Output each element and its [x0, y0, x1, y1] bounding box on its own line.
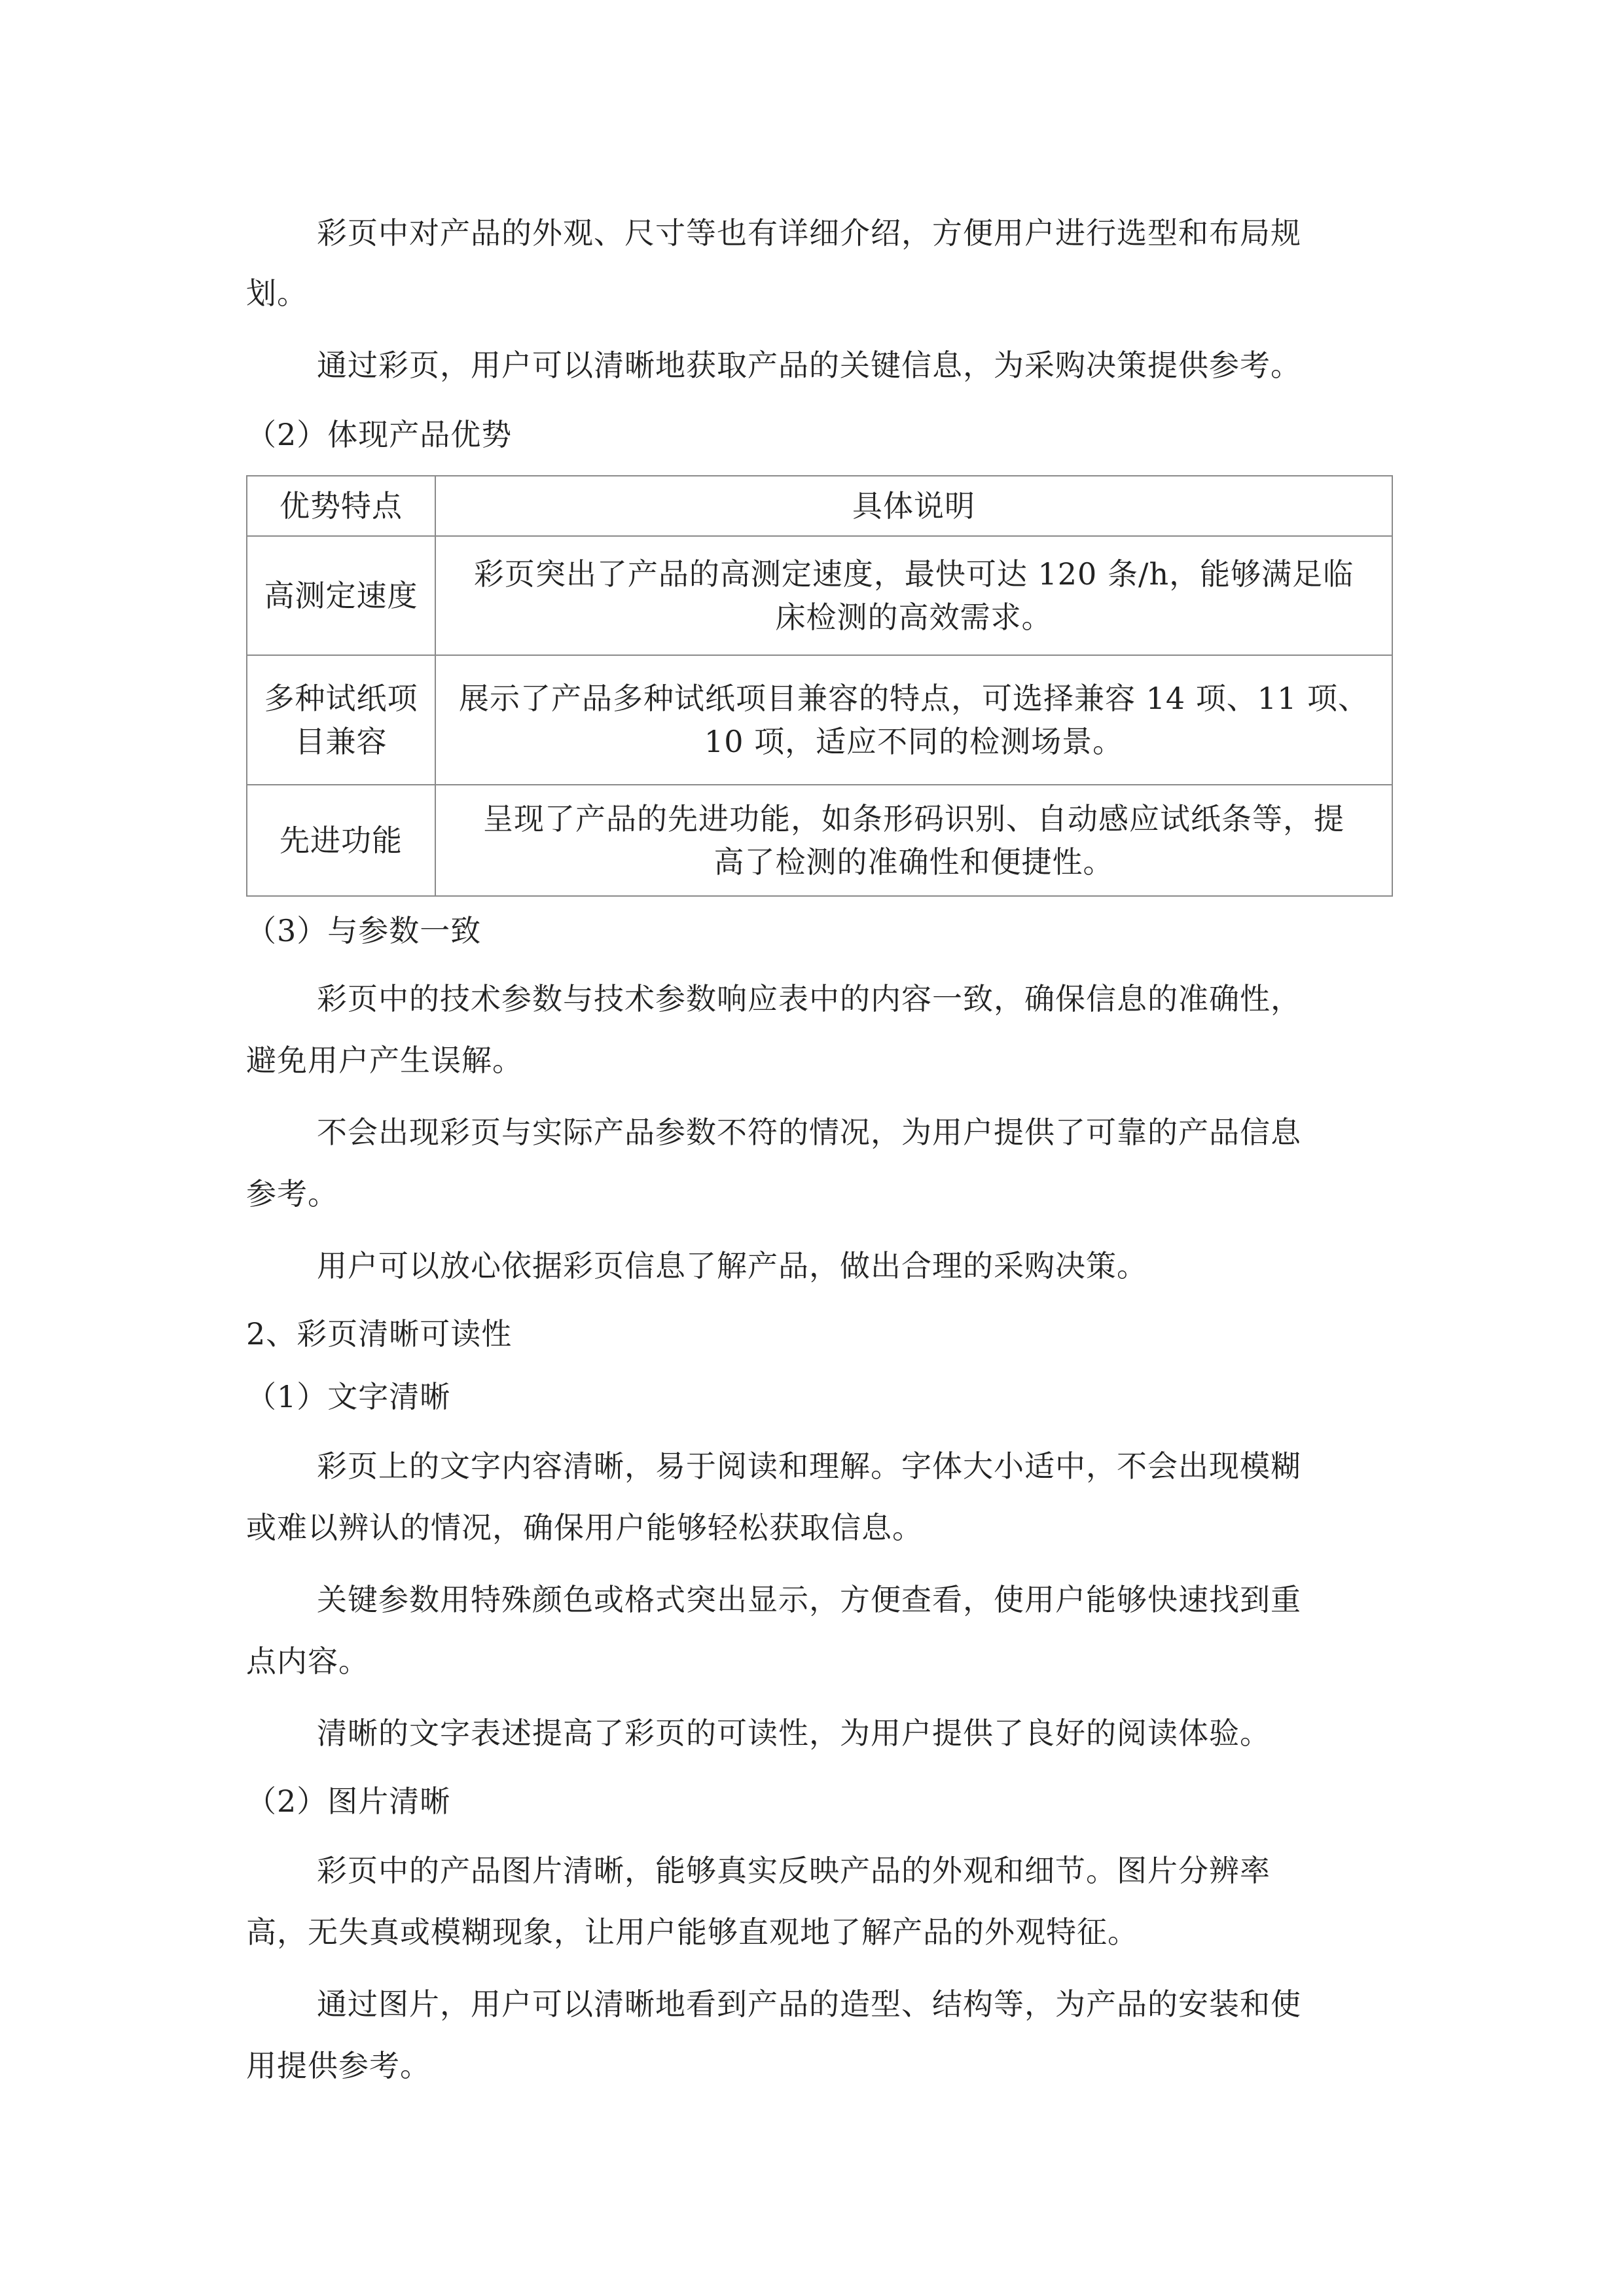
- paragraph-line: 避免用户产生误解。: [246, 1043, 523, 1078]
- section-heading: （1）文字清晰: [246, 1379, 451, 1414]
- paragraph-line: 高，无失真或模糊现象，让用户能够直观地了解产品的外观特征。: [246, 1914, 1138, 1950]
- feature-cell: [247, 536, 435, 655]
- feature-text: 先进功能: [280, 823, 403, 858]
- description-cell: [435, 655, 1392, 785]
- paragraph-line: 彩页中对产品的外观、尺寸等也有详细介绍，方便用户进行选型和布局规: [317, 215, 1301, 251]
- description-text: 彩页突出了产品的高测定速度，最快可达 120 条/h，能够满足临: [473, 556, 1354, 592]
- paragraph-line: 通过彩页，用户可以清晰地获取产品的关键信息，为采购决策提供参考。: [317, 348, 1301, 383]
- paragraph-line: 关键参数用特殊颜色或格式突出显示，方便查看，使用户能够快速找到重: [317, 1582, 1301, 1617]
- paragraph-line: 参考。: [246, 1176, 338, 1211]
- table-header-cell: 具体说明: [435, 476, 1392, 536]
- paragraph-line: 或难以辨认的情况，确保用户能够轻松获取信息。: [246, 1510, 923, 1545]
- paragraph-line: 划。: [246, 276, 308, 311]
- section-heading: （2）图片清晰: [246, 1784, 451, 1819]
- feature-text: 多种试纸项: [264, 681, 418, 716]
- paragraph-line: 不会出现彩页与实际产品参数不符的情况，为用户提供了可靠的产品信息: [317, 1115, 1301, 1150]
- paragraph-line: 彩页中的技术参数与技术参数响应表中的内容一致，确保信息的准确性，: [317, 981, 1301, 1016]
- feature-text: 目兼容: [295, 724, 388, 759]
- paragraph-line: 用户可以放心依据彩页信息了解产品，做出合理的采购决策。: [317, 1248, 1147, 1283]
- paragraph-line: 用提供参考。: [246, 2048, 431, 2083]
- description-text: 展示了产品多种试纸项目兼容的特点，可选择兼容 14 项、11 项、: [459, 681, 1369, 716]
- description-cell: [435, 785, 1392, 896]
- description-text: 高了检测的准确性和便捷性。: [713, 844, 1114, 880]
- table-header-cell: 优势特点: [247, 476, 435, 536]
- major-heading: 2、彩页清晰可读性: [246, 1316, 513, 1352]
- feature-cell: [247, 785, 435, 896]
- table-header-row: [247, 476, 1392, 536]
- description-text: 呈现了产品的先进功能，如条形码识别、自动感应试纸条等，提: [483, 801, 1344, 836]
- section-heading: （2）体现产品优势: [246, 417, 513, 452]
- description-cell: [435, 536, 1392, 655]
- description-text: 10 项，适应不同的检测场景。: [704, 724, 1124, 759]
- section-heading: （3）与参数一致: [246, 913, 482, 948]
- advantages-table: [246, 475, 1393, 897]
- description-text: 床检测的高效需求。: [775, 600, 1053, 635]
- feature-cell: [247, 655, 435, 785]
- table-row: [247, 785, 1392, 896]
- feature-text: 高测定速度: [264, 578, 418, 613]
- table-row: [247, 536, 1392, 655]
- paragraph-line: 通过图片，用户可以清晰地看到产品的造型、结构等，为产品的安装和使: [317, 1986, 1301, 2022]
- table-row: [247, 655, 1392, 785]
- paragraph-line: 彩页中的产品图片清晰，能够真实反映产品的外观和细节。图片分辨率: [317, 1853, 1271, 1888]
- paragraph-line: 彩页上的文字内容清晰，易于阅读和理解。字体大小适中，不会出现模糊: [317, 1448, 1301, 1484]
- paragraph-line: 点内容。: [246, 1643, 369, 1679]
- paragraph-line: 清晰的文字表述提高了彩页的可读性，为用户提供了良好的阅读体验。: [317, 1715, 1271, 1751]
